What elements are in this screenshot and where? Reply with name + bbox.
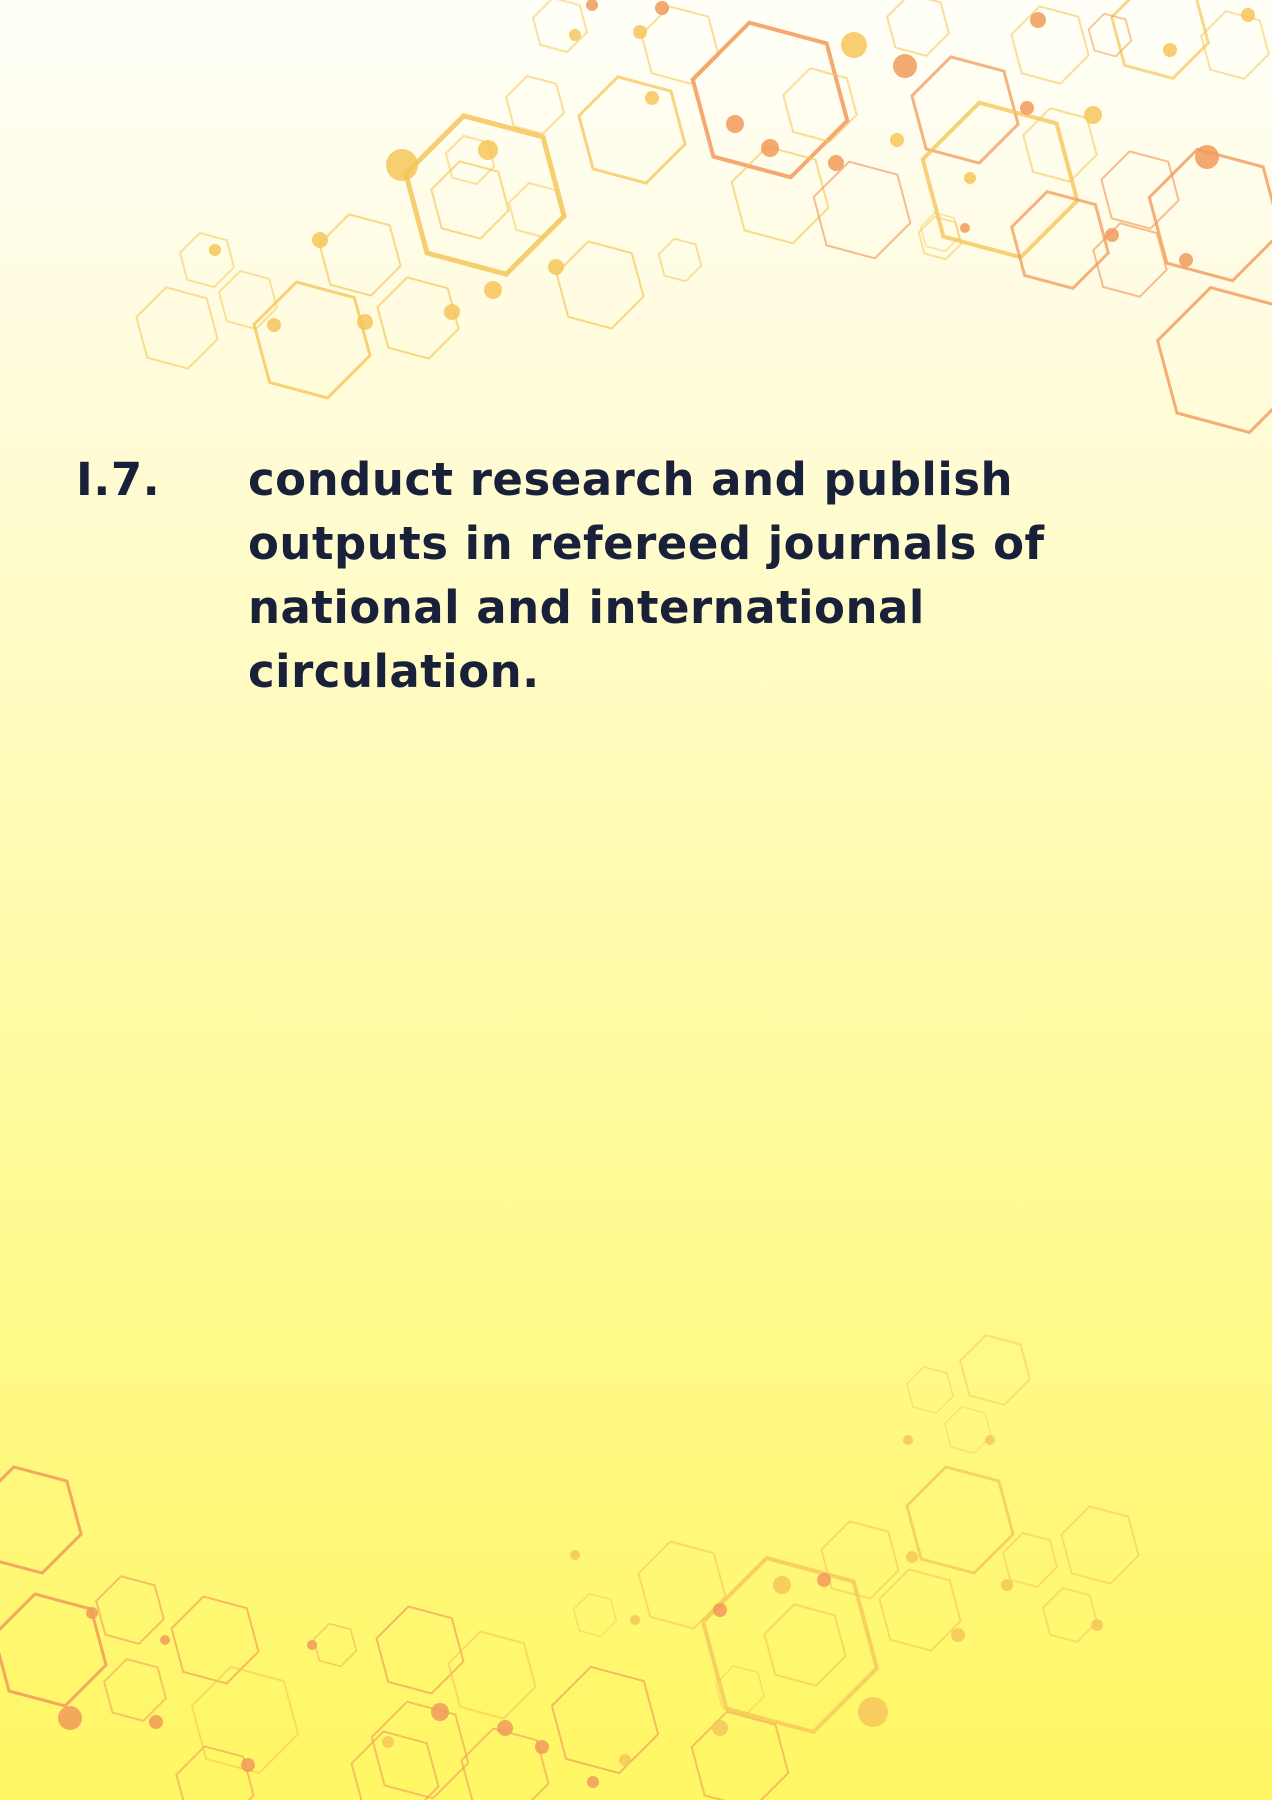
- hexagon-outline: [104, 1659, 166, 1721]
- node-dot: [761, 139, 779, 157]
- hexagon-outline: [377, 277, 458, 358]
- node-dot: [1091, 1619, 1103, 1631]
- node-dot: [1030, 12, 1046, 28]
- hexagon-outline: [377, 1607, 464, 1694]
- node-dot: [903, 1435, 913, 1445]
- hexagon-outline: [764, 1604, 845, 1685]
- node-dot: [1179, 253, 1193, 267]
- hexagon-outline: [406, 116, 564, 274]
- hexagon-outline: [1149, 149, 1272, 280]
- hexagon-outline: [1043, 1588, 1097, 1642]
- hexagon-outline: [1023, 108, 1096, 181]
- hexagon-outline: [1101, 151, 1178, 228]
- hexagon-outline: [879, 1569, 960, 1650]
- node-dot: [484, 281, 502, 299]
- list-item-number: I.7.: [76, 453, 161, 506]
- node-dot: [890, 133, 904, 147]
- node-dot: [535, 1740, 549, 1754]
- hexagon-outline: [693, 23, 848, 178]
- node-dot: [633, 25, 647, 39]
- node-dot: [817, 1573, 831, 1587]
- hexagon-outline: [1158, 288, 1272, 433]
- hexagon-outline: [1061, 1506, 1138, 1583]
- hexagon-outline: [923, 103, 1078, 258]
- hexagon-outline: [96, 1576, 164, 1644]
- hexagon-outline: [449, 1632, 536, 1719]
- node-dot: [444, 304, 460, 320]
- hexagon-outline: [192, 1667, 298, 1773]
- list-item-text: conduct research and publish outputs in refereed journals of national and international circulation.: [248, 453, 1045, 698]
- hexagon-outline: [639, 1542, 726, 1629]
- node-dot: [893, 54, 917, 78]
- hexagon-outline: [176, 1746, 253, 1800]
- node-dot: [382, 1736, 394, 1748]
- hexagon-outline: [921, 213, 960, 252]
- node-dot: [386, 149, 418, 181]
- node-dot: [619, 1754, 631, 1766]
- node-dot: [357, 314, 373, 330]
- hexagon-outline: [907, 1467, 1013, 1573]
- hexagon-outline: [1089, 14, 1132, 57]
- hexagon-outline: [1012, 192, 1109, 289]
- hexagon-outline: [960, 1335, 1030, 1405]
- hexagon-outline: [703, 1558, 877, 1732]
- bottom-hexagon-cluster: [0, 1335, 1139, 1800]
- node-dot: [548, 259, 564, 275]
- hexagon-outline: [919, 217, 962, 260]
- node-dot: [726, 115, 744, 133]
- node-dot: [587, 1776, 599, 1788]
- hexagon-outline: [446, 136, 494, 184]
- node-dot: [58, 1706, 82, 1730]
- hexagon-outline: [509, 183, 563, 237]
- hexagon-outline: [659, 239, 702, 282]
- node-dot: [985, 1435, 995, 1445]
- hexagon-outline: [1201, 11, 1269, 79]
- node-dot: [497, 1720, 513, 1736]
- node-dot: [570, 1550, 580, 1560]
- node-dot: [307, 1640, 317, 1650]
- hexagon-outline: [506, 76, 564, 134]
- hexagon-outline: [579, 77, 685, 183]
- hexagon-outline: [431, 161, 508, 238]
- hexagon-outline: [557, 242, 644, 329]
- hexagon-outline: [907, 1367, 953, 1413]
- hexagon-outline: [1093, 223, 1166, 296]
- hexagon-outline: [0, 1467, 81, 1573]
- node-dot: [713, 1603, 727, 1617]
- node-dot: [1001, 1579, 1013, 1591]
- hexagon-outline: [533, 0, 587, 52]
- hexagon-outline: [552, 1667, 658, 1773]
- hexagon-outline: [692, 1712, 789, 1800]
- hexagon-outline: [783, 68, 856, 141]
- hexagon-outline: [1112, 0, 1209, 78]
- node-dot: [645, 91, 659, 105]
- node-dot: [1105, 228, 1119, 242]
- node-dot: [630, 1615, 640, 1625]
- node-dot: [160, 1635, 170, 1645]
- hexagon-outline: [887, 0, 949, 56]
- hexagon-outline: [641, 6, 718, 83]
- node-dot: [964, 172, 976, 184]
- hexagon-outline: [180, 233, 234, 287]
- node-dot: [312, 232, 328, 248]
- node-dot: [712, 1720, 728, 1736]
- hexagon-outline: [912, 57, 1018, 163]
- node-dot: [569, 29, 581, 41]
- hexagon-outline: [372, 1702, 469, 1799]
- hexagon-outline: [1003, 1533, 1057, 1587]
- hexagon-outline: [1011, 6, 1088, 83]
- node-dot: [960, 223, 970, 233]
- hexagon-outline: [172, 1597, 259, 1684]
- hexagon-outline: [352, 1732, 439, 1800]
- hexagon-outline: [0, 1594, 106, 1706]
- node-dot: [828, 155, 844, 171]
- hexagon-outline: [732, 147, 829, 244]
- node-dot: [1084, 106, 1102, 124]
- node-dot: [858, 1697, 888, 1727]
- top-node-dots: [209, 0, 1255, 332]
- hexagon-outline: [821, 1521, 898, 1598]
- hexagon-outline: [945, 1407, 991, 1453]
- hexagon-outline: [716, 1666, 764, 1714]
- node-dot: [267, 318, 281, 332]
- hexagon-outline: [219, 271, 277, 329]
- node-dot: [1163, 43, 1177, 57]
- hexagon-outline: [319, 214, 400, 295]
- node-dot: [841, 32, 867, 58]
- hexagon-outline: [814, 162, 911, 259]
- node-dot: [149, 1715, 163, 1729]
- node-dot: [906, 1551, 918, 1563]
- node-dot: [1020, 101, 1034, 115]
- bottom-node-dots: [58, 1435, 1103, 1788]
- node-dot: [773, 1576, 791, 1594]
- node-dot: [655, 1, 669, 15]
- node-dot: [209, 244, 221, 256]
- node-dot: [951, 1628, 965, 1642]
- top-hexagon-cluster: [136, 0, 1272, 432]
- node-dot: [241, 1758, 255, 1772]
- node-dot: [431, 1703, 449, 1721]
- hexagon-outline: [254, 282, 370, 398]
- node-dot: [86, 1607, 98, 1619]
- hexagon-outline: [574, 1594, 617, 1637]
- node-dot: [1241, 8, 1255, 22]
- hexagon-outline: [462, 1729, 549, 1800]
- node-dot: [586, 0, 598, 11]
- hexagon-outline: [314, 1624, 357, 1667]
- hexagon-outline: [136, 287, 217, 368]
- node-dot: [478, 140, 498, 160]
- node-dot: [1195, 145, 1219, 169]
